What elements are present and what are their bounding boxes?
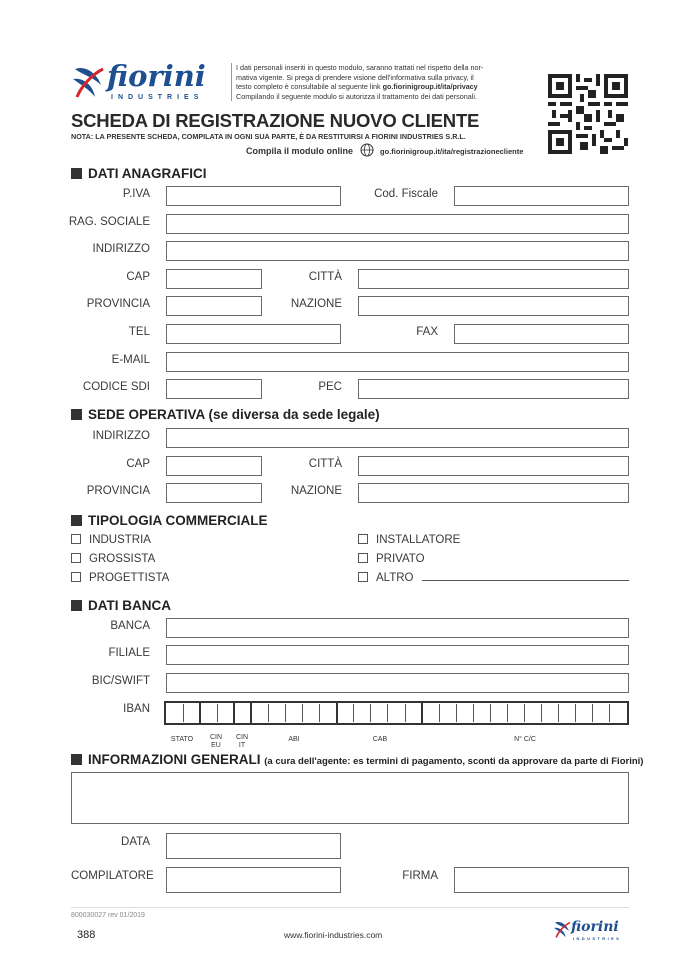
bic-label: BIC/SWIFT — [91, 675, 150, 687]
tel-input[interactable] — [166, 324, 341, 344]
square-bullet-icon — [71, 600, 82, 611]
footer-brand-sub: INDUSTRIES — [573, 936, 622, 941]
iban-cell-divider — [507, 704, 508, 722]
iban-group-separator — [233, 702, 235, 724]
iban-cc-label: N° C/C — [514, 736, 536, 743]
sede-cap-input[interactable] — [166, 456, 262, 476]
sede-nazione-label: NAZIONE — [290, 485, 342, 497]
iban-cell-divider — [456, 704, 457, 722]
checkbox-icon[interactable] — [358, 553, 368, 563]
footer-code: 800030027 rev 01/2019 — [71, 912, 145, 919]
sede-citta-input[interactable] — [358, 456, 629, 476]
provincia-input[interactable] — [166, 296, 262, 316]
indirizzo-label: INDIRIZZO — [92, 243, 150, 255]
square-bullet-icon — [71, 754, 82, 765]
privacy-link[interactable]: go.fiorinigroup.it/ita/privacy — [382, 82, 478, 92]
sede-cap-label: CAP — [126, 458, 150, 470]
bic-input[interactable] — [166, 673, 629, 693]
iban-cell-divider — [302, 704, 303, 722]
piva-label: P.IVA — [122, 188, 150, 200]
iban-label: IBAN — [123, 703, 150, 715]
privacy-notice — [231, 63, 521, 101]
fax-input[interactable] — [454, 324, 629, 344]
nazione-label: NAZIONE — [290, 298, 342, 310]
iban-cell-divider — [558, 704, 559, 722]
citta-label: CITTÀ — [308, 271, 342, 283]
online-label: Compila il modulo online — [246, 146, 353, 156]
nazione-input[interactable] — [358, 296, 629, 316]
privacy-line: testo completo è consultabile al seguente link go.fiorinigroup.it/ita/privacy — [236, 82, 478, 92]
rag-sociale-label: RAG. SOCIALE — [68, 216, 150, 228]
online-form-row — [246, 143, 523, 160]
sede-indirizzo-input[interactable] — [166, 428, 629, 448]
checkbox-icon[interactable] — [71, 534, 81, 544]
brand-sub: INDUSTRIES — [111, 94, 204, 101]
banca-input[interactable] — [166, 618, 629, 638]
iban-stato-label: STATO — [170, 736, 194, 743]
privacy-line: I dati personali inseriti in questo modulo, saranno trattati nel rispetto della nor- — [236, 63, 484, 72]
iban-group-separator — [421, 702, 423, 724]
data-label: DATA — [121, 836, 150, 848]
cf-input[interactable] — [454, 186, 629, 206]
info-textarea[interactable] — [71, 772, 629, 824]
data-input[interactable] — [166, 833, 341, 859]
iban-input[interactable] — [164, 701, 629, 725]
iban-cin-eu-label: CIN EU — [209, 734, 223, 749]
checkbox-progettista[interactable]: PROGETTISTA — [71, 571, 169, 585]
sede-provincia-label: PROVINCIA — [86, 485, 150, 497]
cf-label: Cod. Fiscale — [374, 188, 438, 200]
section-dati-anagrafici: DATI ANAGRAFICI — [71, 166, 207, 182]
checkbox-icon[interactable] — [358, 572, 368, 582]
brand-name: fiorini — [107, 59, 206, 93]
section-dati-banca: DATI BANCA — [71, 598, 171, 614]
pec-input[interactable] — [358, 379, 629, 399]
iban-cell-divider — [592, 704, 593, 722]
citta-input[interactable] — [358, 269, 629, 289]
qr-code[interactable] — [548, 73, 628, 155]
iban-group-separator — [199, 702, 201, 724]
page-note: NOTA: LA PRESENTE SCHEDA, COMPILATA IN OGNI SUA PARTE, È DA RESTITUIRSI A FIORINI INDUSTRIES S.R.L. — [71, 132, 466, 141]
square-bullet-icon — [71, 409, 82, 420]
banca-label: BANCA — [110, 620, 150, 632]
iban-cell-divider — [370, 704, 371, 722]
square-bullet-icon — [71, 515, 82, 526]
provincia-label: PROVINCIA — [86, 298, 150, 310]
footer-divider — [71, 907, 629, 908]
email-label: E-MAIL — [111, 354, 150, 366]
footer-logo — [553, 919, 633, 945]
globe-icon — [360, 143, 374, 157]
filiale-label: FILIALE — [108, 647, 150, 659]
checkbox-industria[interactable]: INDUSTRIA — [71, 533, 151, 547]
online-url[interactable]: go.fiorinigroup.it/ita/registrazionecliente — [380, 147, 524, 156]
iban-cell-divider — [285, 704, 286, 722]
pec-label: PEC — [318, 381, 342, 393]
page-title: SCHEDA DI REGISTRAZIONE NUOVO CLIENTE — [71, 110, 480, 131]
fiorini-logo-icon — [553, 919, 571, 941]
rag-sociale-input[interactable] — [166, 214, 629, 234]
iban-cell-divider — [353, 704, 354, 722]
iban-cell-divider — [405, 704, 406, 722]
sdi-label: CODICE SDI — [82, 381, 150, 393]
piva-input[interactable] — [166, 186, 341, 206]
privacy-line: Compilando il seguente modulo si autorizza il trattamento dei dati personali. — [236, 91, 477, 101]
iban-cell-divider — [217, 704, 218, 722]
page-number: 388 — [77, 929, 96, 941]
iban-cell-divider — [319, 704, 320, 722]
iban-cell-divider — [524, 704, 525, 722]
iban-cell-divider — [575, 704, 576, 722]
fiorini-logo-icon — [71, 63, 105, 103]
checkbox-grossista[interactable]: GROSSISTA — [71, 552, 155, 566]
checkbox-icon[interactable] — [358, 534, 368, 544]
iban-cell-divider — [439, 704, 440, 722]
iban-cin-it-label: CIN IT — [235, 734, 249, 749]
compilatore-label: COMPILATORE — [71, 870, 154, 882]
checkbox-icon[interactable] — [71, 572, 81, 582]
indirizzo-input[interactable] — [166, 241, 629, 261]
checkbox-altro[interactable]: ALTRO — [358, 571, 414, 585]
iban-cab-label: CAB — [372, 736, 388, 743]
iban-cell-divider — [541, 704, 542, 722]
cap-label: CAP — [126, 271, 150, 283]
sdi-input[interactable] — [166, 379, 262, 399]
sede-indirizzo-label: INDIRIZZO — [92, 430, 150, 442]
tel-label: TEL — [128, 326, 150, 338]
compilatore-input[interactable] — [166, 867, 341, 893]
altro-input-line[interactable] — [422, 580, 629, 581]
privacy-line: mativa vigente. Si prega di prendere visione dell'informativa sulla privacy, il — [236, 72, 474, 82]
section-sede-operativa: SEDE OPERATIVA (se diversa da sede legale) — [71, 407, 380, 423]
square-bullet-icon — [71, 168, 82, 179]
checkbox-privato[interactable]: PRIVATO — [358, 552, 425, 566]
iban-group-separator — [250, 702, 252, 724]
iban-group-separator — [336, 702, 338, 724]
section-tipologia-commerciale: TIPOLOGIA COMMERCIALE — [71, 513, 268, 529]
cap-input[interactable] — [166, 269, 262, 289]
checkbox-installatore[interactable]: INSTALLATORE — [358, 533, 460, 547]
email-input[interactable] — [166, 352, 629, 372]
footer-brand-name: fiorini — [571, 919, 619, 935]
sede-citta-label: CITTÀ — [308, 458, 342, 470]
firma-label: FIRMA — [402, 870, 438, 882]
iban-cell-divider — [609, 704, 610, 722]
iban-cell-divider — [183, 704, 184, 722]
section-informazioni-generali: INFORMAZIONI GENERALI (a cura dell'agente: es termini di pagamento, sconti da approvare da parte di Fiorini) — [71, 752, 643, 770]
iban-cell-divider — [268, 704, 269, 722]
iban-cell-divider — [387, 704, 388, 722]
checkbox-icon[interactable] — [71, 553, 81, 563]
brand-logo — [71, 59, 221, 105]
fax-label: FAX — [416, 326, 438, 338]
iban-abi-label: ABI — [288, 736, 300, 743]
info-subtitle: (a cura dell'agente: es termini di pagamento, sconti da approvare da parte di Fiorini) — [264, 756, 644, 767]
footer-url[interactable]: www.fiorini-industries.com — [284, 930, 383, 940]
firma-input[interactable] — [454, 867, 629, 893]
sede-provincia-input[interactable] — [166, 483, 262, 503]
filiale-input[interactable] — [166, 645, 629, 665]
iban-cell-divider — [490, 704, 491, 722]
sede-nazione-input[interactable] — [358, 483, 629, 503]
iban-cell-divider — [473, 704, 474, 722]
